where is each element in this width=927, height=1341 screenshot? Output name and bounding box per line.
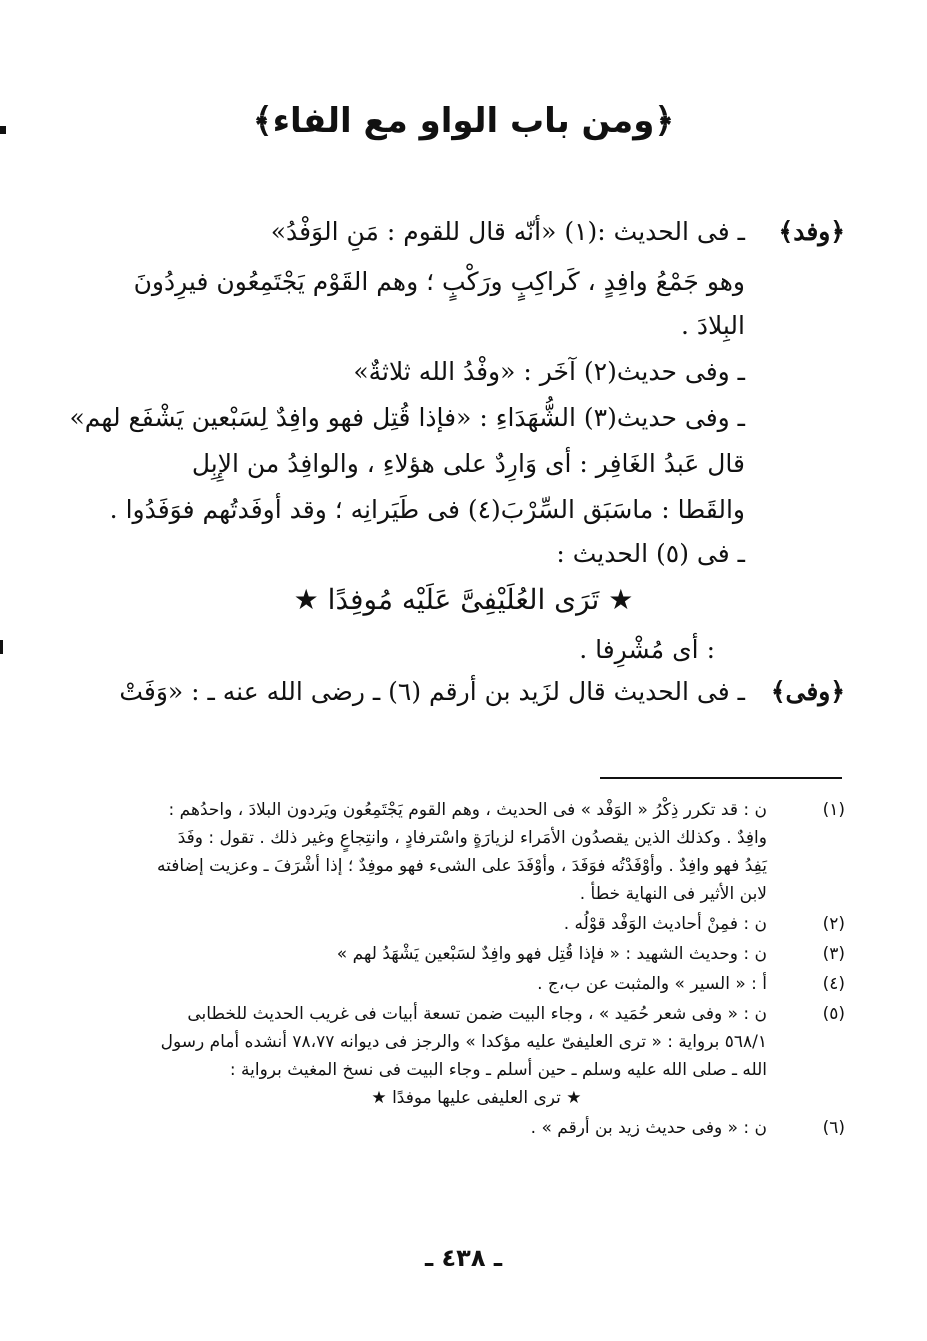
footnote-number: (٢) xyxy=(822,914,845,934)
footnote-text: لابن الأثير فى النهاية خطأ . xyxy=(579,884,767,904)
verse-line: ★ تَرَى العُلَيْفِىَّ عَلَيْه مُوفِدًا ★ xyxy=(293,583,634,616)
page-number: ـ ٤٣٨ ـ xyxy=(424,1244,503,1272)
footnote-text: أ : « السير » والمثبت عن ب،ج . xyxy=(537,974,767,994)
footnote-number: (١) xyxy=(822,800,845,820)
footnote-text: الله ـ صلى الله عليه وسلم ـ حين أسلم ـ وجاء البيت فى نسخ المغيث برواية : xyxy=(229,1060,767,1080)
footnote-line xyxy=(108,1000,845,1028)
footnote-number: (٤) xyxy=(822,974,845,994)
footnote-line xyxy=(108,1084,845,1112)
footnote-number: (٥) xyxy=(822,1004,845,1024)
footnote-text: ن : وحديث الشهيد : « فإذا قُتِل فهو وافِدٌ لسَبْعين يَشْهَدُ لهم » xyxy=(336,944,767,964)
footnote-line xyxy=(108,940,845,968)
footnote-number: (٦) xyxy=(822,1118,845,1138)
body-line: البِلادَ . xyxy=(680,311,745,340)
entry-tag-wafd: ﴿وفد﴾ xyxy=(778,217,845,246)
footnote-line xyxy=(108,970,845,998)
page-title: ﴿ومن باب الواو مع الفاء﴾ xyxy=(252,101,675,141)
footnote-text: يَفِدُ فهو وافِدٌ . وأوْفَدْتُه فوَفَدَ ، وأوْفَدَ على الشىء فهو موفِدٌ ؛ إذا أشْرَفَ ـ وعزيت إضافته xyxy=(156,856,767,876)
body-line: ـ فى (٥) الحديث : xyxy=(556,539,745,568)
footnote-number: (٣) xyxy=(822,944,845,964)
footnote-text: ن : قد تكرر ذِكْرُ « الوَفْد » فى الحديث ، وهم القوم يَجْتَمِعُون ويَردون البلادَ ، واحدُهم : xyxy=(168,800,767,820)
footnote-line xyxy=(108,910,845,938)
footnote-text: وافِدٌ . وكذلك الذين يقصدُون الأمَراء لزيارَةٍ واسْترفادٍ ، وانتِجاعٍ وغير ذلك . تقول : وفَدَ xyxy=(177,828,767,848)
footnote-separator xyxy=(600,777,842,779)
footnote-text: ن : فمِنْ أحاديث الوَفْد قوْلُه . xyxy=(563,914,767,934)
body-line: قال عَبدُ الغَافِر : أى وَارِدٌ على هؤلاءِ ، والوافِدُ من الإِبِل xyxy=(191,449,745,478)
footnote-text: ن : « وفى شعر حُمَيد » ، وجاء البيت ضمن تسعة أبيات فى غريب الحديث للخطابى xyxy=(187,1004,767,1024)
footnote-text: ٥٦٨/١ برواية : « ترى العليفىّ عليه مؤكدا » والرجز فى ديوانه ٧٨،٧٧ أنشده أمام رسول xyxy=(160,1032,767,1052)
body-line: ـ فى الحديث قال لزَيد بن أرقم (٦) ـ رضى الله عنه ـ : «وَفَتْ xyxy=(119,677,745,706)
footnote-verse: ★ ترى العليفى عليها موفدًا ★ xyxy=(371,1088,582,1108)
body-line: ـ وفى حديث(٣) الشُّهَدَاءِ : «فإذا قُتِل فهو وافِدٌ لِسَبْعين يَشْفَع لهم» xyxy=(69,403,745,432)
left-edge-mark xyxy=(0,640,3,654)
footnote-line xyxy=(108,796,845,824)
entry-tag-wafa: ﴿وفى﴾ xyxy=(770,677,845,706)
body-line: ـ فى الحديث :(١) «أنّه قال للقوم : مَنِ الوَفْدُ» xyxy=(270,217,745,246)
body-line: وهو جَمْعُ وافِدٍ ، كَراكِبٍ ورَكْبٍ ؛ وهم القَوْم يَجْتَمِعُون فيرِدُونَ xyxy=(133,267,745,296)
body-line: : أى مُشْرِفا . xyxy=(579,635,715,664)
footnote-text: ن : « وفى حديث زيد بن أرقم » . xyxy=(530,1118,767,1138)
body-line: ـ وفى حديث(٢) آخَر : «وفْدُ الله ثلاثةٌ» xyxy=(353,357,745,386)
footnote-line xyxy=(108,1114,845,1142)
body-line: والقَطا : ماسَبَق السِّرْبَ(٤) فى طَيَرانِه ؛ وقد أوفَدتُهم فوَفَدُوا . xyxy=(109,495,745,524)
